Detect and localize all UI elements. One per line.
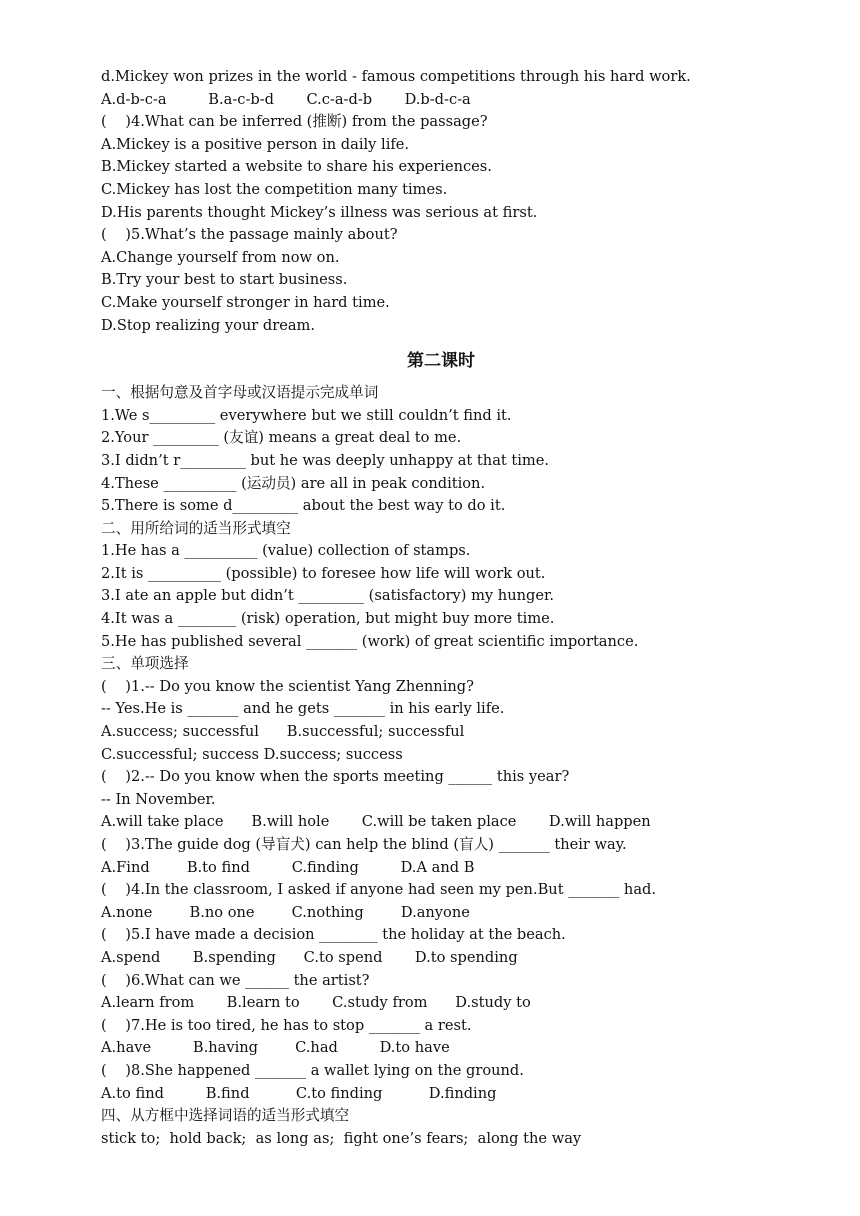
- exercise-line: 3.I ate an apple but didn’t _________ (satisfactory) my hunger.: [101, 587, 554, 605]
- question-4: ( )4.What can be inferred (推断) from the passage?: [101, 113, 488, 131]
- question-line: ( )8.She happened _______ a wallet lying on the ground.: [101, 1061, 524, 1079]
- exercise-line: 5.There is some d_________ about the best way to do it.: [101, 497, 506, 515]
- section-title: 三、单项选择: [101, 655, 189, 673]
- section-4: [101, 1105, 841, 1150]
- question-5: ( )5.What’s the passage mainly about?: [101, 226, 398, 244]
- option-c: C.Mickey has lost the competition many times.: [101, 180, 448, 198]
- options-line: A.none B.no one C.nothing D.anyone: [101, 903, 470, 921]
- option-d: D.His parents thought Mickey’s illness was serious at first.: [101, 203, 538, 221]
- text-line: d.Mickey won prizes in the world - famous competitions through his hard work.: [101, 68, 691, 85]
- options-line: A.will take place B.will hole C.will be taken place D.will happen: [101, 813, 651, 831]
- option-a: A.Mickey is a positive person in daily life.: [101, 135, 410, 153]
- question-line: ( )3.The guide dog (导盲犬) can help the blind (盲人) _______ their way.: [101, 836, 627, 853]
- options-line: A.learn from B.learn to C.study from D.study to: [101, 994, 531, 1012]
- word-box: stick to; hold back; as long as; fight one’s fears; along the way: [101, 1129, 582, 1147]
- exercise-line: 3.I didn’t r_________ but he was deeply unhappy at that time.: [101, 451, 550, 469]
- section-title: 二、用所给词的适当形式填空: [101, 519, 291, 537]
- document-page: [101, 66, 841, 1150]
- section-3: [101, 653, 841, 1105]
- option-b: B.Try your best to start business.: [101, 271, 348, 289]
- reading-tail: [101, 66, 841, 337]
- section-title: 四、从方框中选择词语的适当形式填空: [101, 1107, 350, 1125]
- option-c: C.Make yourself stronger in hard time.: [101, 293, 390, 311]
- options-line: A.Find B.to find C.finding D.A and B: [101, 858, 475, 876]
- answer-options: A.d-b-c-a B.a-c-b-d C.c-a-d-b D.b-d-c-a: [101, 90, 471, 108]
- question-line: ( )5.I have made a decision ________ the holiday at the beach.: [101, 926, 566, 944]
- options-line: C.successful; success D.success; success: [101, 745, 403, 763]
- exercise-line: 4.It was a ________ (risk) operation, but might buy more time.: [101, 610, 555, 628]
- options-line: A.success; successful B.successful; successful: [101, 723, 465, 741]
- options-line: A.have B.having C.had D.to have: [101, 1039, 450, 1057]
- section-2: [101, 518, 841, 654]
- question-line: -- In November.: [101, 790, 216, 808]
- question-line: ( )7.He is too tired, he has to stop _______ a rest.: [101, 1016, 472, 1034]
- question-line: ( )4.In the classroom, I asked if anyone had seen my pen.But _______ had.: [101, 881, 657, 899]
- exercise-line: 1.He has a __________ (value) collection of stamps.: [101, 542, 471, 560]
- question-line: -- Yes.He is _______ and he gets _______ in his early life.: [101, 700, 505, 718]
- option-d: D.Stop realizing your dream.: [101, 316, 316, 334]
- option-b: B.Mickey started a website to share his experiences.: [101, 158, 492, 176]
- options-line: A.spend B.spending C.to spend D.to spending: [101, 948, 518, 966]
- lesson-heading: 第二课时: [407, 351, 475, 372]
- section-1: [101, 382, 841, 518]
- section-title: 一、根据句意及首字母或汉语提示完成单词: [101, 384, 379, 402]
- question-line: ( )2.-- Do you know when the sports meeting ______ this year?: [101, 768, 570, 786]
- exercise-line: 2.It is __________ (possible) to foresee how life will work out.: [101, 564, 546, 582]
- question-line: ( )6.What can we ______ the artist?: [101, 971, 370, 989]
- options-line: A.to find B.find C.to finding D.finding: [101, 1084, 497, 1102]
- exercise-line: 2.Your _________ (友谊) means a great deal to me.: [101, 429, 462, 447]
- exercise-line: 1.We s_________ everywhere but we still couldn’t find it.: [101, 406, 512, 424]
- exercise-line: 4.These __________ (运动员) are all in peak condition.: [101, 474, 486, 492]
- question-line: ( )1.-- Do you know the scientist Yang Zhenning?: [101, 677, 474, 695]
- option-a: A.Change yourself from now on.: [101, 248, 340, 266]
- exercise-line: 5.He has published several _______ (work) of great scientific importance.: [101, 632, 639, 650]
